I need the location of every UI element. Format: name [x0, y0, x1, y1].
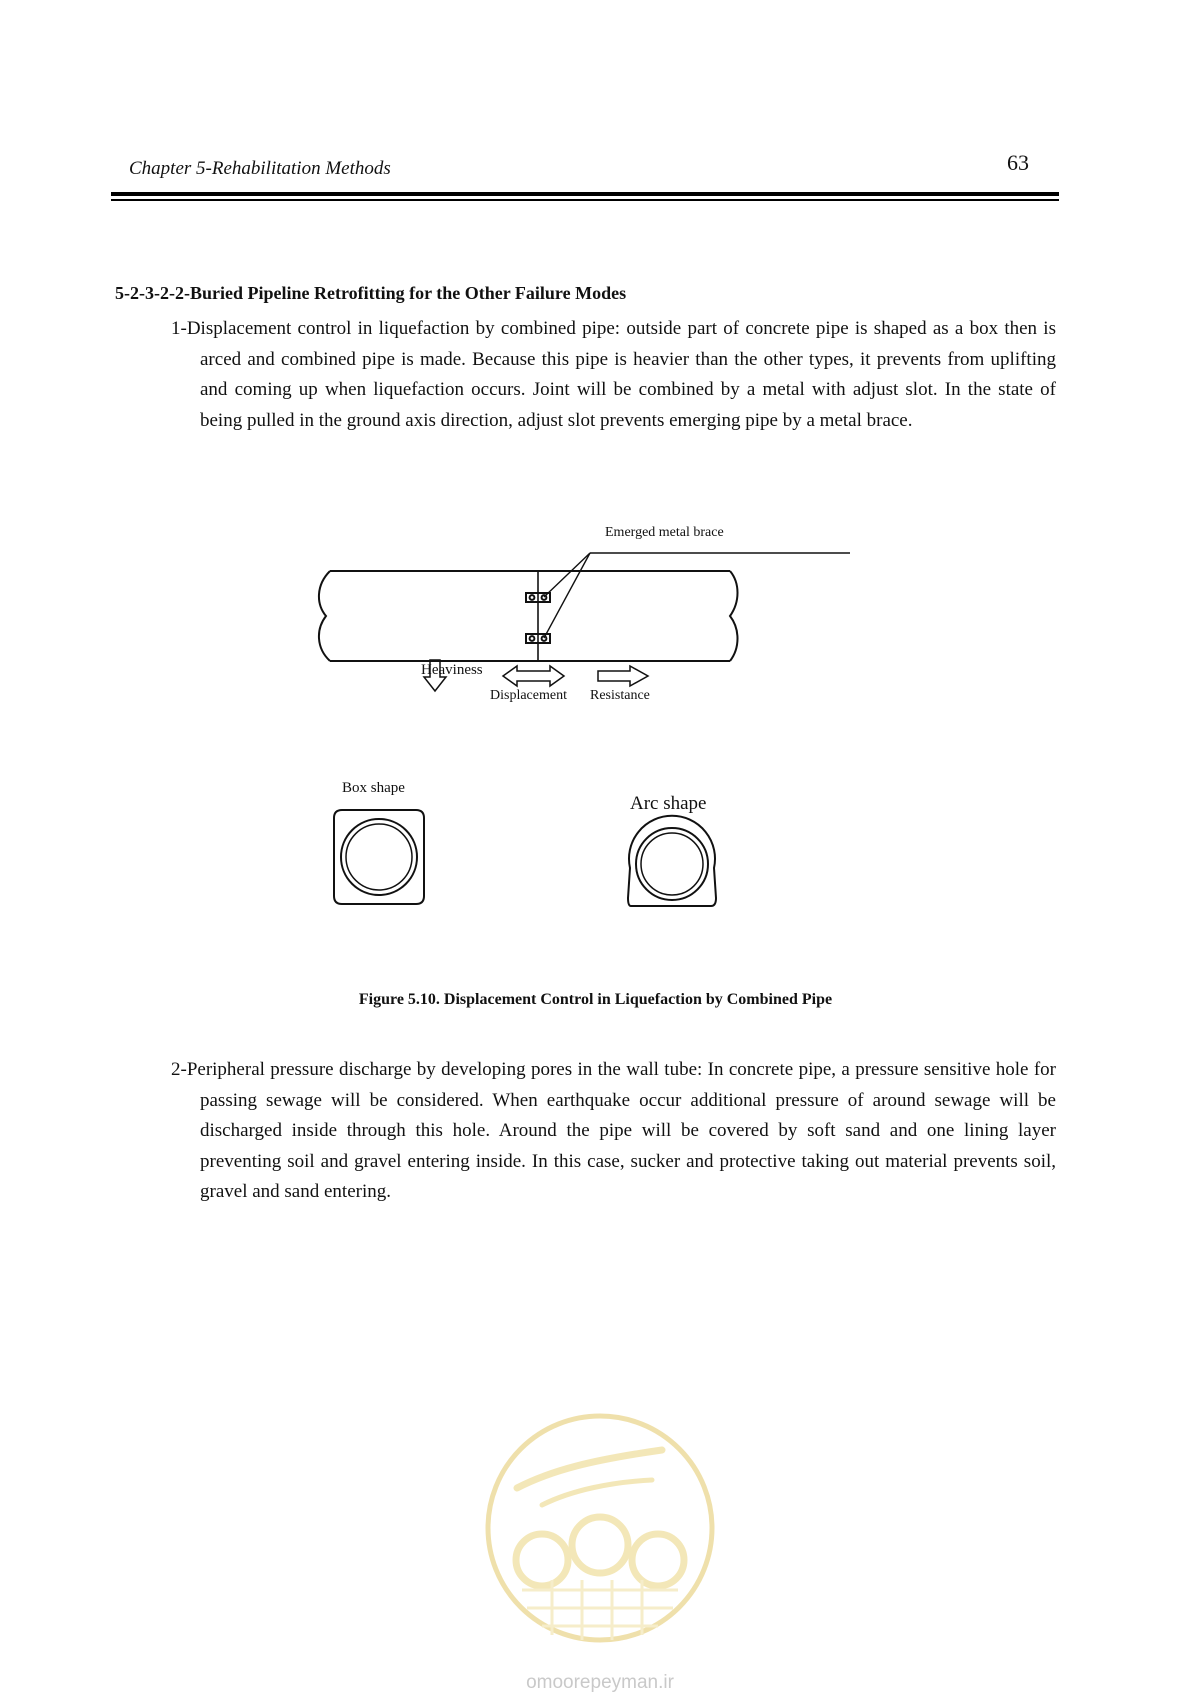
watermark-site: omoorepeyman.ir	[526, 1672, 674, 1693]
label-emerged-metal-brace: Emerged metal brace	[605, 525, 724, 540]
label-displacement: Displacement	[490, 688, 567, 703]
chapter-title: Chapter 5-Rehabilitation Methods	[129, 158, 391, 179]
arc-shape-section	[619, 816, 720, 906]
paragraph-displacement-control: 1-Displacement control in liquefaction by combined pipe: outside part of concrete pipe is shaped as a box then is arced and combined pipe is made. Because this pipe is heavier than the other types, it prevents from uplifting and coming up when liquefaction occurs. Joint will be combined by a metal with adjust slot. In the state of being pulled in the ground axis direction, adjust slot prevents emerging pipe by a metal brace.	[171, 318, 1056, 431]
figure-caption: Figure 5.10. Displacement Control in Liquefaction by Combined Pipe	[358, 991, 833, 1008]
label-resistance: Resistance	[590, 688, 650, 703]
label-arc-shape: Arc shape	[630, 793, 707, 814]
watermark-seal	[482, 1410, 718, 1646]
header-rule-thin	[111, 199, 1059, 201]
section-heading: 5-2-3-2-2-Buried Pipeline Retrofitting for the Other Failure Modes	[115, 283, 627, 303]
header-rule-thick	[111, 192, 1059, 196]
pipe-drawing	[319, 553, 850, 691]
label-heaviness: Heaviness	[421, 662, 483, 678]
box-shape-section	[334, 810, 424, 904]
page-number: 63	[1007, 150, 1029, 175]
label-box-shape: Box shape	[342, 780, 405, 796]
paragraph-pressure-discharge: 2-Peripheral pressure discharge by developing pores in the wall tube: In concrete pipe, a pressure sensitive hole for passing sewage will be considered. When earthquake occur additional pressure of around sewage will be discharged inside through this hole. Around the pipe will be covered by soft sand and one lining layer preventing soil and gravel entering inside. In this case, sucker and protective taking out material prevents soil, gravel and sand entering.	[171, 1059, 1056, 1202]
